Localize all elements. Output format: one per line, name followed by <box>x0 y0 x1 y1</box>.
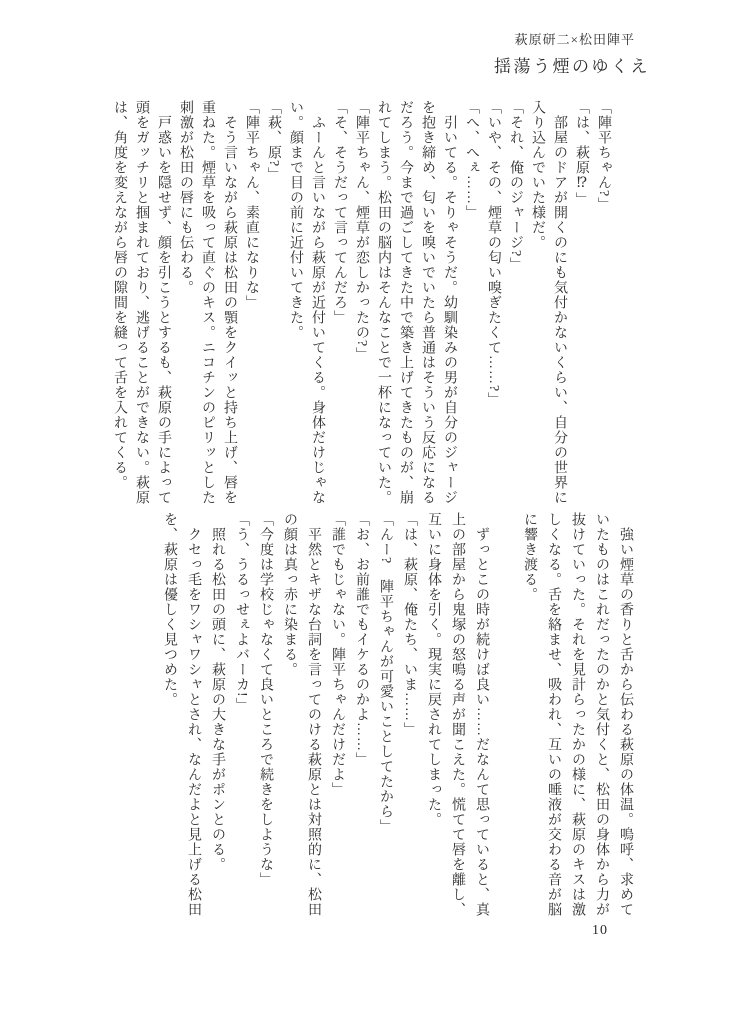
text-line: 引いてる。そりゃそうだ。幼馴染みの男が自分のジャージ <box>442 100 457 505</box>
page-number: 10 <box>592 923 608 938</box>
text-line: 照れる松田の頭に、萩原の大きな手がポンとのる。 <box>210 512 225 872</box>
page-title: 揺蕩う煙のゆくえ <box>494 57 650 76</box>
text-line: 「へ、へぇ……」 <box>464 100 479 220</box>
text-line: 「んー? 陣平ちゃんが可愛いことしてたから」 <box>378 512 393 835</box>
text-line: だろう。今まで過ごしてきた中で築き上げてきたものが、崩 <box>398 100 413 505</box>
text-line: 刺激が松田の唇にも伝わる。 <box>178 100 193 295</box>
text-line: 「陣平ちゃん、煙草が恋しかったの?」 <box>354 100 369 363</box>
blank-line <box>493 512 517 932</box>
text-line: 互いに身体を引く。現実に戻されてしまった。 <box>426 512 441 827</box>
text-line: 戸惑いを隠せず、顔を引こうとするも、萩原の手によって <box>156 100 171 505</box>
text-line: 「陣平ちゃん?」 <box>596 100 611 213</box>
text-line: れてしまう。松田の脳内はそんなことで一杯になっていた。 <box>376 100 391 505</box>
text-line: 「う、うるっせぇよバーカ!」 <box>234 512 249 713</box>
text-line: 抜けていった。それを見計らったかの様に、萩原のキスは激 <box>570 512 585 917</box>
text-line: 平然とキザな台詞を言ってのける萩原とは対照的に、松田 <box>306 512 321 917</box>
text-line: 重ねた。煙草を吸って直ぐのキス。ニコチンのピリッとした <box>200 100 215 505</box>
text-line: 入り込んでいた様だ。 <box>530 100 545 250</box>
text-line: 「陣平ちゃん、素直になりな」 <box>244 100 259 310</box>
text-line: は、角度を変えながら唇の隙間を縫って舌を入れてくる。 <box>112 100 127 490</box>
text-line: 強い煙草の香りと舌から伝わる萩原の体温。嗚呼、求めて <box>618 512 633 917</box>
text-line: い。顔まで目の前に近付いてきた。 <box>288 100 303 340</box>
text-line: の顔は真っ赤に染まる。 <box>282 512 297 677</box>
text-line: 上の部屋から鬼塚の怒鳴る声が聞こえた。慌てて唇を離し、 <box>450 512 465 917</box>
text-line: 「お、お前誰でもイケるのかよ……」 <box>354 512 369 767</box>
text-line: そう言いながら萩原は松田の顎をクイッと持ち上げ、唇を <box>222 100 237 505</box>
text-line: 「今度は学校じゃなくて良いところで続きをしような」 <box>258 512 273 887</box>
text-line: 「誰でもじゃない。陣平ちゃんだけだよ」 <box>330 512 345 797</box>
upper-text-block <box>108 100 614 520</box>
text-line: ずっとこの時が続けば良い……だなんて思っていると、真 <box>474 512 489 917</box>
text-line: 「それ、俺のジャージ?」 <box>508 100 523 273</box>
text-line: しくなる。舌を絡ませ、吸われ、互いの唾液が交わる音が脳 <box>546 512 561 917</box>
text-line: に響き渡る。 <box>522 512 537 602</box>
text-line: ふーんと言いながら萩原が近付いてくる。身体だけじゃな <box>310 100 325 505</box>
text-line: 「は、萩原、俺たち、いま……」 <box>402 512 417 737</box>
text-line: を抱き締め、匂いを嗅いでいたら普通はそういう反応になる <box>420 100 435 505</box>
text-line: 「萩、原?」 <box>266 100 281 183</box>
text-line: クセっ毛をワシャワシャとされ、なんだよと見上げる松田 <box>186 512 201 917</box>
text-line: 「は、萩原⁉」 <box>574 100 589 207</box>
text-line: いたものはこれだったのかと気付くと、松田の身体から力が <box>594 512 609 917</box>
text-line: 部屋のドアが開くのにも気付かないくらい、自分の世界に <box>552 100 567 505</box>
lower-text-block <box>157 512 637 932</box>
text-line: 頭をガッチリと掴まれており、逃げることができない。萩原 <box>134 100 149 505</box>
text-line: 「そ、そうだって言ってんだろ」 <box>332 100 347 325</box>
author-pairing-credit: 萩原研二×松田陣平 <box>514 32 635 47</box>
text-line: 「いや、その、煙草の匂い嗅ぎたくて……?」 <box>486 100 501 408</box>
text-line: を、萩原は優しく見つめた。 <box>162 512 177 707</box>
